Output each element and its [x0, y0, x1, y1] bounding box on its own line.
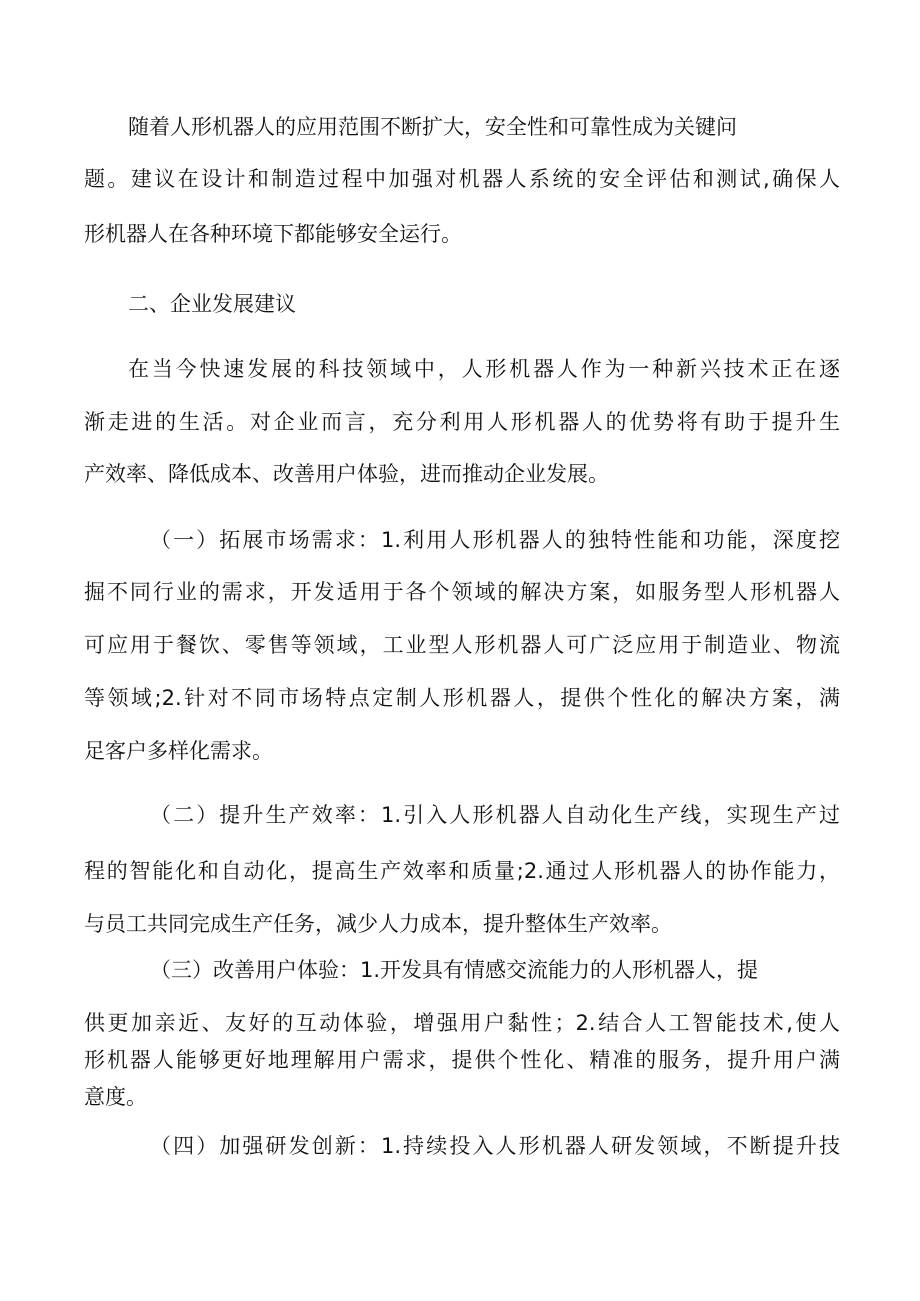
paragraph-line: （三）改善用户体验：1.开发具有情感交流能力的人形机器人，提 [150, 958, 759, 982]
paragraph-line: 题。建议在设计和制造过程中加强对机器人系统的安全评估和测试,确保人 [84, 167, 840, 191]
paragraph-line: （一）拓展市场需求：1.利用人形机器人的独特性能和功能，深度挖 [150, 528, 840, 552]
paragraph-line: 足客户多样化需求。 [84, 739, 273, 763]
paragraph-line: 等领域;2.针对不同市场特点定制人形机器人，提供个性化的解决方案，满 [84, 686, 840, 710]
paragraph-line: 形机器人在各种环境下都能够安全运行。 [84, 222, 462, 246]
paragraph-line: 意度。 [84, 1085, 147, 1109]
paragraph-line: 渐走进的生活。对企业而言，充分利用人形机器人的优势将有助于提升生 [84, 410, 840, 434]
paragraph-line: 在当今快速发展的科技领域中，人形机器人作为一种新兴技术正在逐 [128, 357, 840, 381]
section-heading: 二、企业发展建议 [128, 292, 296, 316]
paragraph-line: （四）加强研发创新：1.持续投入人形机器人研发领域，不断提升技 [150, 1134, 840, 1158]
paragraph-line: 形机器人能够更好地理解用户需求，提供个性化、精准的服务，提升用户满 [84, 1048, 840, 1072]
paragraph-line: （二）提升生产效率：1.引入人形机器人自动化生产线，实现生产过 [150, 803, 840, 827]
paragraph-line: 与员工共同完成生产任务，减少人力成本，提升整体生产效率。 [84, 912, 672, 936]
paragraph-line: 随着人形机器人的应用范围不断扩大，安全性和可靠性成为关键问 [128, 115, 737, 139]
paragraph-line: 供更加亲近、友好的互动体验，增强用户黏性；2.结合人工智能技术,使人 [84, 1011, 840, 1035]
paragraph-line: 产效率、降低成本、改善用户体验，进而推动企业发展。 [84, 462, 609, 486]
paragraph-line: 可应用于餐饮、零售等领域，工业型人形机器人可广泛应用于制造业、物流 [84, 633, 840, 657]
paragraph-line: 掘不同行业的需求，开发适用于各个领域的解决方案，如服务型人形机器人 [84, 580, 840, 604]
paragraph-line: 程的智能化和自动化，提高生产效率和质量;2.通过人形机器人的协作能力， [84, 859, 840, 883]
